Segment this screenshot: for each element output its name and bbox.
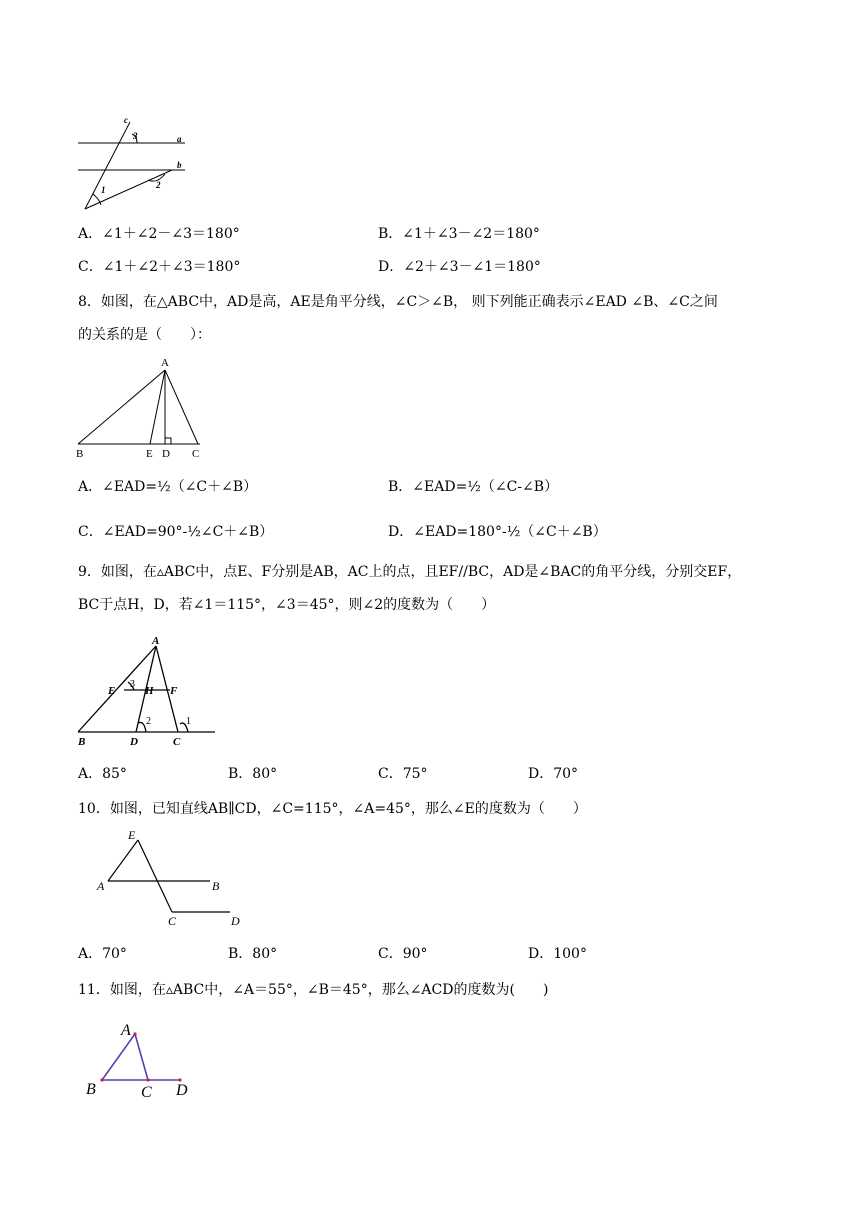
q9-label-b: B xyxy=(78,736,86,747)
q10-label-a: A xyxy=(97,879,105,893)
q9-option-b: B．80° xyxy=(228,766,278,782)
q8-figure xyxy=(72,352,212,462)
q7-label-2: 2 xyxy=(156,180,161,190)
q8-option-c: C．∠EAD=90°-½∠C＋∠B） xyxy=(78,524,274,540)
q10-option-b: B．80° xyxy=(228,946,278,962)
q7-option-c: C．∠1＋∠2＋∠3＝180° xyxy=(78,259,241,275)
q9-option-c: C．75° xyxy=(378,766,428,782)
q11-label-c: C xyxy=(141,1084,152,1101)
q9-label-1: 1 xyxy=(186,716,191,727)
q8-stem-line2: 的关系的是（ ）： xyxy=(78,327,211,343)
q10-figure xyxy=(92,828,262,928)
q7-label-b: b xyxy=(177,160,182,170)
q11-stem: 11．如图，在▵ABC中，∠A＝55°，∠B＝45°，那么∠ACD的度数为( ) xyxy=(78,982,549,998)
q8-option-b: B．∠EAD=½（∠C-∠B） xyxy=(388,479,559,495)
q9-stem-line2: BC于点H，D，若∠1＝115°，∠3＝45°，则∠2的度数为（ ） xyxy=(78,597,496,613)
q7-label-1: 1 xyxy=(101,185,106,195)
q7-figure xyxy=(75,112,205,212)
q9-label-2: 2 xyxy=(146,716,151,727)
q10-label-d: D xyxy=(231,914,240,928)
q7-label-3: 3 xyxy=(133,131,138,141)
q9-label-h: H xyxy=(145,685,154,697)
q10-label-e: E xyxy=(128,828,136,842)
q11-label-d: D xyxy=(176,1082,188,1099)
q9-label-d: D xyxy=(130,736,138,747)
q11-label-b: B xyxy=(86,1081,96,1098)
q8-label-d: D xyxy=(162,448,170,460)
q9-label-a: A xyxy=(152,635,160,647)
q11-label-a: A xyxy=(121,1022,131,1039)
q8-stem-line1: 8．如图，在△ABC中，AD是高，AE是角平分线，∠C＞∠B， 则下列能正确表示∠EAD ∠B、∠C之间 xyxy=(78,294,718,310)
q10-option-d: D．100° xyxy=(528,946,587,962)
q9-label-c: C xyxy=(173,736,181,747)
q8-label-a: A xyxy=(161,357,169,369)
q8-option-d: D．∠EAD=180°-½（∠C＋∠B） xyxy=(388,524,607,540)
q9-label-3: 3 xyxy=(130,679,135,690)
q10-option-a: A．70° xyxy=(78,946,127,962)
q10-label-c: C xyxy=(168,914,177,928)
q10-option-c: C．90° xyxy=(378,946,428,962)
q11-figure xyxy=(82,1018,212,1108)
q8-option-a: A．∠EAD=½（∠C＋∠B） xyxy=(78,479,258,495)
q8-label-c: C xyxy=(192,448,200,460)
q9-option-a: A．85° xyxy=(78,766,127,782)
q10-label-b: B xyxy=(212,879,220,893)
q9-label-f: F xyxy=(170,685,178,697)
q7-label-a: a xyxy=(177,134,182,144)
q9-figure xyxy=(72,632,222,747)
q10-stem: 10．如图，已知直线AB∥CD，∠C=115°，∠A=45°，那么∠E的度数为（ ） xyxy=(78,801,587,817)
q9-option-d: D．70° xyxy=(528,766,579,782)
q7-label-c: c xyxy=(124,115,128,125)
q8-label-b: B xyxy=(76,448,84,460)
q8-label-e: E xyxy=(146,448,153,460)
q9-label-e: E xyxy=(108,685,116,697)
q7-option-a: A．∠1＋∠2－∠3＝180° xyxy=(78,226,240,242)
q9-stem-line1: 9．如图，在▵ABC中，点E、F分别是AB，AC上的点，且EF//BC，AD是∠BAC的角平分线，分别交EF， xyxy=(78,564,742,580)
q7-option-b: B．∠1＋∠3－∠2＝180° xyxy=(378,226,540,242)
q7-option-d: D．∠2＋∠3－∠1＝180° xyxy=(378,259,541,275)
